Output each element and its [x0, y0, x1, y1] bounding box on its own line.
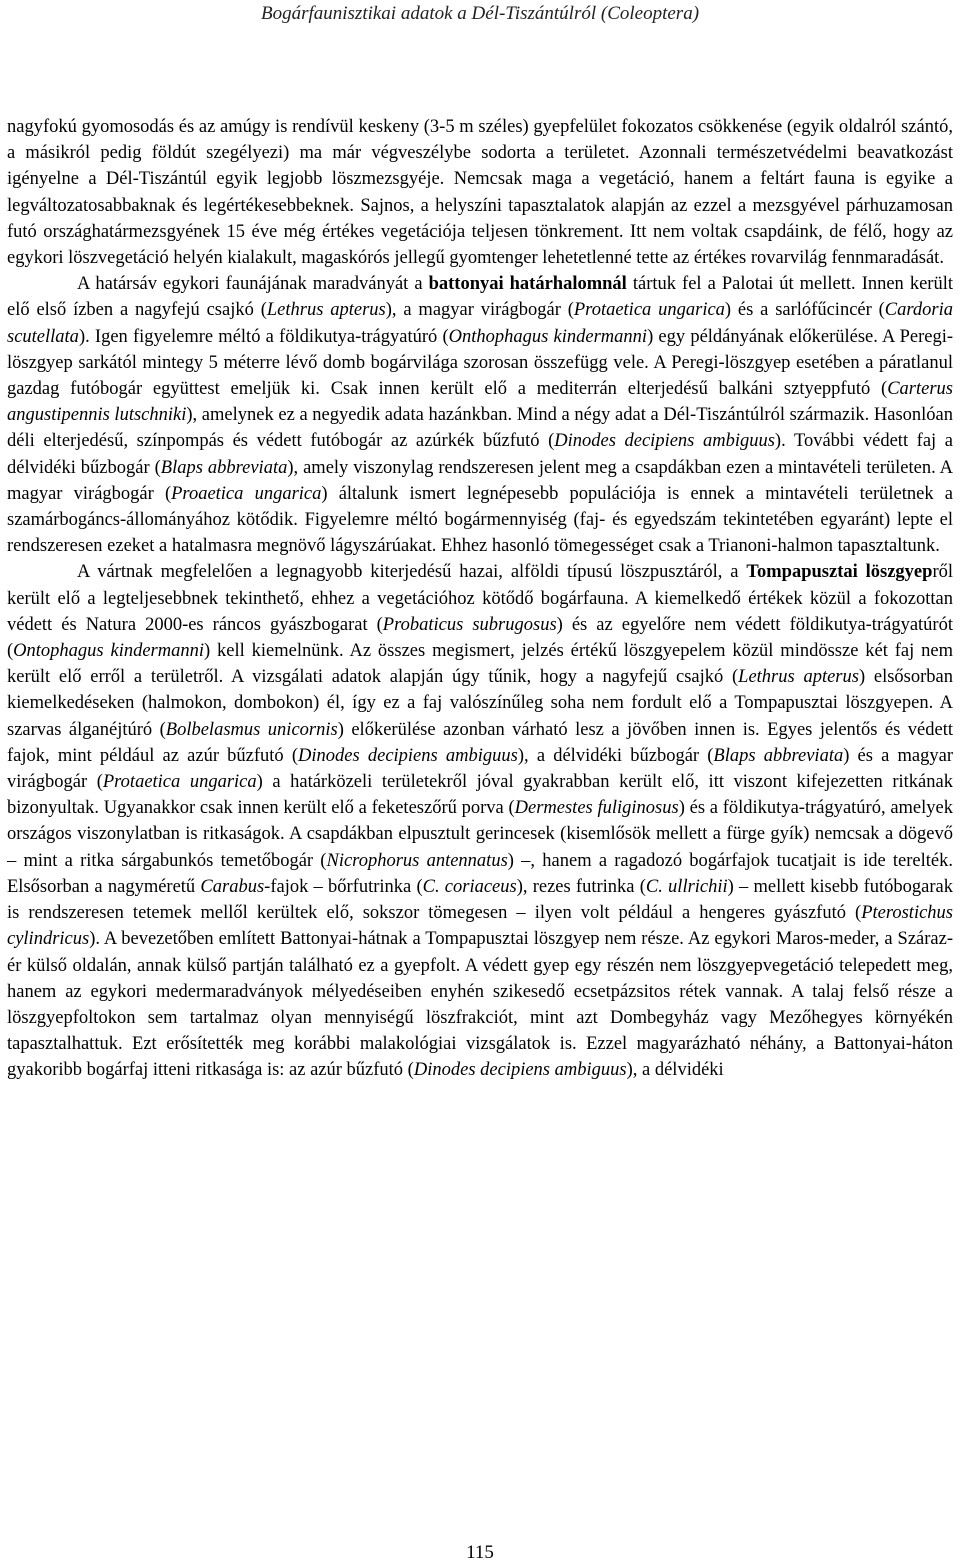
- paragraph-p1: [7, 114, 953, 271]
- text-run: ). A bevezetőben említett Battonyai-hátnak a Tompapusztai löszgyep nem része. Az egykori Maros-meder, a Száraz-ér külső oldalán, annak külső partján található ez a gyepfolt. A védett gyep egy részén nem löszgyepvegetáció telepedett meg, hanem az egykori medermaradványok mélyedéseiben enyhén szikesedő ecsetpázsitos rétek vannak. A talaj felső része a löszgyepfoltokon sem tartalmaz olyan mennyiségű löszfrakciót, mint azt Dombegyház vagy Mezőhegyes környékén tapasztalhattuk. Ezt erősítették meg korábbi malakológiai vizsgálatok is. Ezzel magyarázható néhány, a Battonyai-háton gyakoribb bogárfaj itteni ritkasága is: az azúr bűzfutó (: [7, 929, 953, 1081]
- text-run: ) –, hanem a ragadozó bogárfajok tucatjait is ide terelték. Elsősorban a nagyméretű: [7, 850, 953, 897]
- text-run: ) és az egyelőre nem védett földikutya-trágyatúrót (: [7, 614, 953, 662]
- text-run: ). További védett faj a délvidéki bűzbogár (: [7, 431, 953, 478]
- text-run: ). Igen figyelemre méltó a földikutya-trágyatúró (: [78, 326, 449, 347]
- species-name: Probaticus subrugosus: [382, 614, 557, 635]
- text-run: A határsáv egykori faunájának maradványát a: [77, 274, 429, 295]
- text-run: ), amelynek ez a negyedik adata hazánkban. Mind a négy adat a Dél-Tiszántúlról származik. Hasonlóan déli elterjedésű, színpompás és védett futóbogár az azúrkék bűzfutó (: [7, 405, 953, 452]
- species-name: Bolbelasmus unicornis: [165, 719, 338, 740]
- species-name: Nicrophorus antennatus: [326, 850, 508, 871]
- text-run: ) előkerülése azonban várható lesz a jövőben innen is. Egyes jelentős és védett fajok, mint például az azúr bűzfutó (: [7, 719, 953, 766]
- paragraph-p3: [7, 559, 953, 1083]
- page-number: [0, 1541, 960, 1565]
- text-run: ről került elő a legteljesebbnek tekinthető, ehhez a vegetációhoz kötődő bogárfauna. A kiemelkedő értékek közül a fokozottan védett és Natura 2000-es ráncos gyászbogarat (: [7, 562, 953, 635]
- species-name: Ontophagus kindermanni: [13, 641, 205, 662]
- species-name: C. ullrichii: [645, 876, 728, 897]
- text-run: ) és a földikutya-trágyatúró, amelyek országos viszonylatban is ritkaságok. A csapdákban elpusztult gerincesek (kisemlősök mellett a fürge gyík) nemcsak a dögevő – mint a ritka sárgabunkós temetőbogár (: [7, 798, 953, 871]
- text-run: ) elsősorban kiemelkedéseken (halmokon, dombokon) él, így ez a faj valószínűleg soha nem fordult elő a Tompapusztai löszgyepen. A szarvas álganéjtúró (: [7, 667, 953, 740]
- bold-text: battonyai határhalomnál: [428, 274, 627, 295]
- running-header: [0, 0, 960, 34]
- species-name: Carterus angustipennis lutschniki: [7, 379, 953, 426]
- text-run: ), a magyar virágbogár (: [385, 300, 574, 321]
- species-name: Carabus: [200, 876, 265, 897]
- text-run: ) a határközeli területekről jóval gyakrabban került elő, itt viszont kifejezetten ritkának bizonyultak. Ugyanakkor csak innen került elő a feketeszőrű porva (: [7, 772, 953, 819]
- species-name: Dinodes decipiens ambiguus: [554, 431, 775, 452]
- page-number-text: 115: [466, 1542, 494, 1563]
- paragraph-p2: [7, 271, 953, 559]
- text-run: ) és a magyar virágbogár (: [7, 745, 954, 793]
- text-run: ) – mellett kisebb futóbogarak is rendszeresen tetemek mellől kerültek elő, sokszor tömegesen – ilyen volt például a hengeres gyászfutó (: [7, 876, 954, 924]
- species-name: Lethrus apterus: [738, 667, 859, 688]
- species-name: Onthophagus kindermanni: [448, 326, 648, 347]
- text-run: ) és a sarlófűcincér (: [724, 300, 885, 321]
- species-name: Dermestes fuliginosus: [514, 798, 679, 819]
- bold-text: Tompapusztai löszgyep: [746, 562, 933, 583]
- species-name: Blaps abbreviata: [160, 457, 288, 478]
- text-run: tártuk fel a Palotai út mellett. Innen került elő első ízben a nagyfejú csajkó (: [7, 274, 953, 321]
- species-name: Protaetica ungarica: [102, 772, 257, 793]
- text-run: -fajok – bőrfutrinka (: [264, 876, 423, 897]
- text-run: ) általunk ismert legnépesebb populációja is ennek a mintavételi területnek a szamárbogáncs-állományához kötődik. Figyelemre méltó bogármennyiség (faj- és egyedszám tekintetében egyaránt) lepte el rendszeresen ezeket a hatalmasra megnövő lágyszárúakat. Ehhez hasonló tömegességet csak a Trianoni-halmon tapasztaltunk.: [7, 483, 953, 557]
- text-run: ), a délvidéki: [626, 1060, 724, 1081]
- species-name: Proaetica ungarica: [171, 483, 322, 504]
- running-title: Bogárfaunisztikai adatok a Dél-Tiszántúlról (Coleoptera): [260, 3, 700, 24]
- species-name: Protaetica ungarica: [573, 300, 725, 321]
- species-name: Blaps abbreviata: [713, 745, 844, 766]
- text-run: ), amely viszonylag rendszeresen jelent meg a csapdákban ezen a mintavételi területen. A magyar virágbogár (: [7, 457, 953, 504]
- species-name: Lethrus apterus: [266, 300, 386, 321]
- text-run: nagyfokú gyomosodás és az amúgy is rendívül keskeny (3-5 m széles) gyepfelület fokozatos csökkenése (egyik oldalról szántó, a másikról pedig földút szegélyezi) ma már végveszélybe sodorta a területet. Azonnali természetvédelmi beavatkozást igényelne a Dél-Tiszántúl egyik legjobb löszmezsgyéje. Nemcsak maga a vegetáció, hanem a feltárt fauna is egyike a legváltozatosabbaknak és legértékesebbeknek. Sajnos, a helyszíni tapasztalatok alapján az ezzel a mezsgyével párhuzamosan futó országhatármezsgyének 15 éve még értékes vegetációja teljesen tönkrement. Itt nem voltak csapdáink, de félő, hogy az egykori löszvegetáció helyén kialakult, magaskórós jellegű gyomtenger lehetetlenné tette az értékes rovarvilág fennmaradását.: [7, 117, 953, 269]
- body-text: [7, 114, 953, 1084]
- species-name: C. coriaceus: [422, 876, 517, 897]
- species-name: Pterostichus cylindricus: [7, 903, 953, 950]
- species-name: Cardoria scutellata: [7, 300, 953, 347]
- text-run: A vártnak megfelelően a legnagyobb kiterjedésű hazai, alföldi típusú löszpusztáról, a: [77, 562, 747, 583]
- text-run: ) egy példányának előkerülése. A Peregi-löszgyep sarkától mintegy 5 méterre lévő domb bogárvilága szorosan összefügg vele. A Peregi-löszgyep esetében a páratlanul gazdag futóbogár együttest emeljük ki. Csak innen került elő a mediterrán elterjedésű balkáni sztyeppfutó (: [7, 326, 954, 400]
- text-run: ) kell kiemelnünk. Az összes megismert, jelzés értékű löszgyepelem közül mindössze két faj nem került elő erről a területről. A vizsgálati adatok alapján úgy tűnik, hogy a nagyfejű csajkó (: [7, 641, 953, 688]
- text-run: ), rezes futrinka (: [516, 876, 646, 897]
- species-name: Dinodes decipiens ambiguus: [298, 745, 518, 766]
- species-name: Dinodes decipiens ambiguus: [413, 1060, 627, 1081]
- text-run: ), a délvidéki bűzbogár (: [517, 745, 714, 766]
